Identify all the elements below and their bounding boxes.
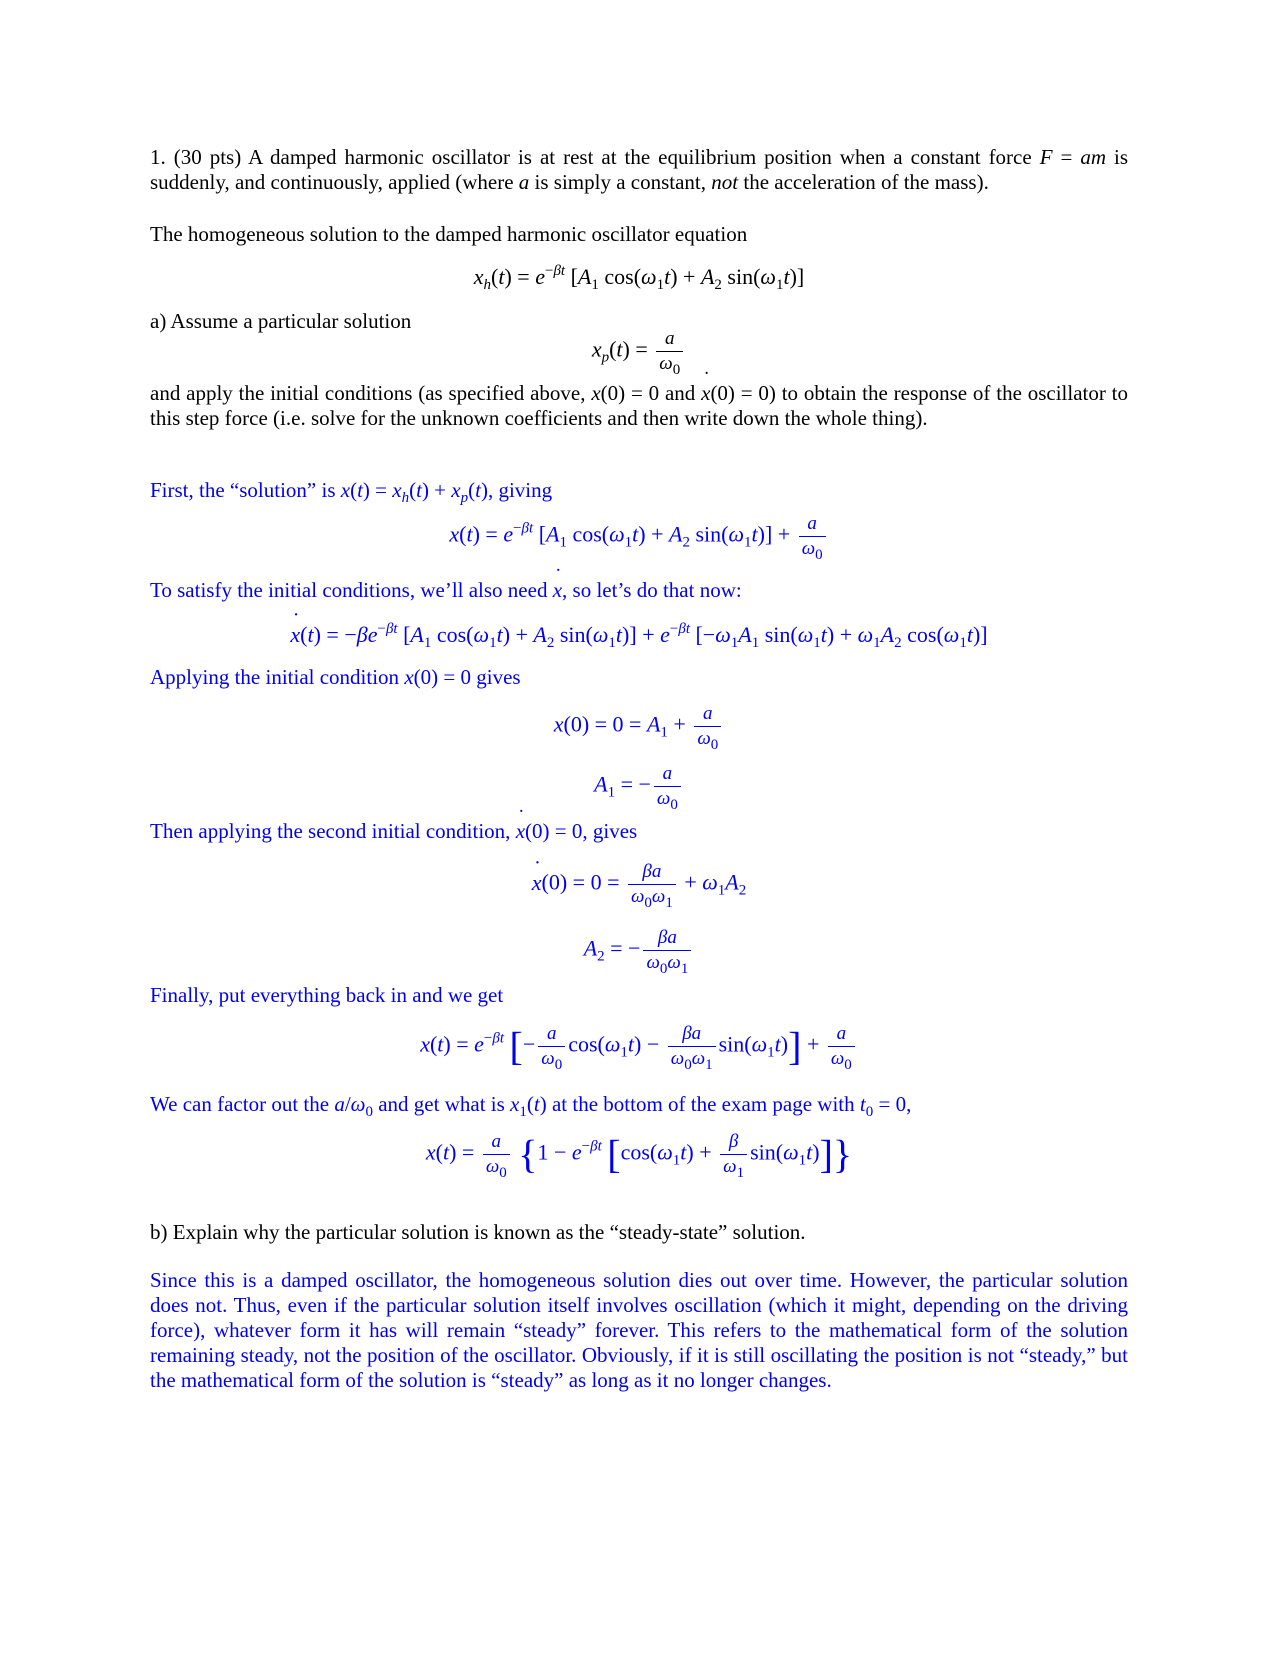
problem-intro-text: A damped harmonic oscillator is at rest at the equilibrium position when a constant force (248, 145, 1032, 169)
homogeneous-text: The homogeneous solution to the damped harmonic oscillator equation (150, 222, 748, 246)
problem-intro-mid: is suddenly, and continuously, applied (where (150, 145, 1129, 194)
equation-x0: $x(0) = 0 = A_1$ + $\frac{a}{\omega_0}$ (150, 702, 1128, 751)
solution-finally-text: Finally, put everything back in and we get (150, 983, 504, 1007)
equation-homogeneous: $x_h(t) = e^{-\beta t}$ [$A_1$ $\cos(\omega_1t) + A_2$ $\sin(\omega_1t)$] (473, 263, 805, 293)
problem-intro-not: not (711, 170, 739, 194)
solution-first-text: First, the “solution” is $x(t) = x_h(t) + x_p(t)$, giving (150, 478, 553, 506)
part-a-apply: and apply the initial conditions (as specified above, x(0) = 0 and ˙ x(0) = 0) to obtain the response of the oscillator to this step force (i.e. solve for the unknown coefficients and then write down the whole thing). (150, 381, 1128, 431)
solution-xdot-text: To satisfy the initial conditions, we’ll also need ˙ x, so let’s do that now: (150, 578, 1128, 603)
equation-A1: $A_1$ = − $\frac{a}{\omega_0}$ (150, 762, 1128, 811)
equation-full-solution: $x(t) = e^{-\beta t}$ [$A_1$ $\cos(\omega_1t) + A_2$ $\sin(\omega_1t)$] + $\frac{a}{\omega_0}$ (150, 512, 1128, 561)
equation-particular: $x_p(t)$ = $\frac{a}{\omega_0}$ (150, 327, 1128, 376)
equation-xdot0: ˙ x(0) = 0 = $\frac{\beta a}{\omega_0\omega_1}$ + $\omega_1A_2$ (150, 860, 1128, 909)
problem-number: 1. (30 pts) (150, 145, 242, 169)
part-b-text: b) Explain why the particular solution is known as the “steady-state” solution. (150, 1220, 806, 1244)
equation-factored: x(t) = $\frac{a}{\omega_0}$ {$1 - e^{-\beta t}$ [$\cos(\omega_1t)$ + $\frac{\beta}{\omega_1}$ $\sin(\omega_1t)$]} (425, 1131, 853, 1181)
equation-final: $x(t) = e^{-\beta t}$ [− $\frac{a}{\omega_0}$ $\cos(\omega_1t)$ − $\frac{\beta a}{\omega_0\omega_1}$ $\sin(\omega_1t)$] + $\frac{a}{\omega_0}$ (150, 1022, 1128, 1071)
equation-A2: $A_2$ = − $\frac{\beta a}{\omega_0\omega_1}$ (150, 926, 1128, 975)
solution-apply2-text: Then applying the second initial condition, ˙ x(0) = 0, gives (150, 819, 1128, 844)
problem-intro-end: the acceleration of the mass). (743, 170, 989, 194)
problem-intro: 1. (30 pts) A damped harmonic oscillator is at rest at the equilibrium position when a constant force F = am is suddenly, and continuously, applied (where a is simply a constant, not the acceleration of the mass). (150, 145, 1129, 194)
part-b-answer: Since this is a damped oscillator, the homogeneous solution dies out over time. However, the particular solution does not. Thus, even if the particular solution itself involves oscillation (which it might, depending on the driving force), whatever form it has will remain “steady” forever. This refers to the mathematical form of the solution remaining steady, not the position of the oscillator. Obviously, if it is still oscillating the position is not “steady,” but the mathematical form of the solution is “steady” as long as it no longer changes. (150, 1268, 1128, 1392)
solution-apply1-text: Applying the initial condition x(0) = 0 gives (150, 665, 521, 689)
problem-intro-const: is simply a constant, (534, 170, 707, 194)
part-a-text: a) Assume a particular solution (150, 309, 412, 333)
solution-factor-text: We can factor out the $a/\omega_0$ and get what is $x_1(t)$ at the bottom of the exam page with $t_0 = 0$, (150, 1092, 912, 1120)
equation-xdot: ˙ $x(t) = -\beta e^{-\beta t}$ [$A_1$ $\cos(\omega_1t) + A_2$ $\sin(\omega_1t)] + e^{-\beta t}$ [$-\omega_1A_1$ $\sin(\omega_1t) + \omega_1A_2$ $\cos(\omega_1t)$] (150, 622, 1128, 648)
